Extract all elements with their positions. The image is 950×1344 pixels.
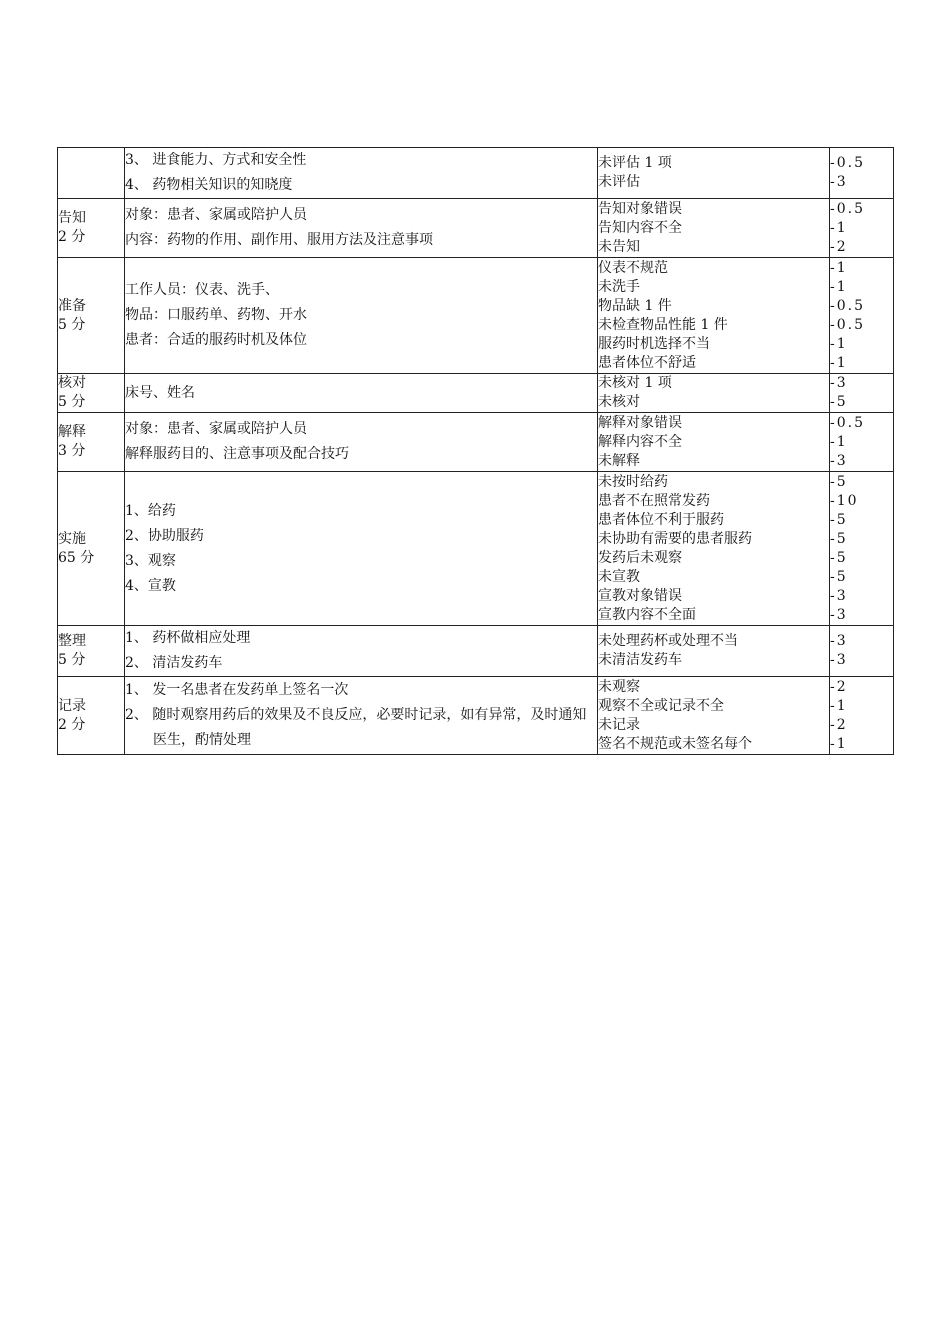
- table-row: [58, 472, 894, 626]
- table-row: [58, 413, 894, 472]
- content-cell: 1、给药 2、协助服药 3、观察 4、宣教: [125, 472, 598, 626]
- score-cell: -0.5 -3: [830, 148, 894, 199]
- item-cell: 告知 2 分: [58, 199, 125, 258]
- scoring-table: [57, 147, 894, 755]
- deduction-cell: 未评估 1 项 未评估: [598, 148, 830, 199]
- deduction-cell: 未处理药杯或处理不当 未清洁发药车: [598, 626, 830, 677]
- table-row: [58, 148, 894, 199]
- item-cell: 记录 2 分: [58, 677, 125, 755]
- score-cell: -3 -5: [830, 374, 894, 413]
- content-cell: 床号、姓名: [125, 374, 598, 413]
- table-row: [58, 677, 894, 755]
- score-cell: -3 -3: [830, 626, 894, 677]
- table-row: [58, 374, 894, 413]
- item-cell: 实施 65 分: [58, 472, 125, 626]
- deduction-cell: 仪表不规范 未洗手 物品缺 1 件 未检查物品性能 1 件 服药时机选择不当 患者体位不舒适: [598, 258, 830, 374]
- content-cell: 1、 发一名患者在发药单上签名一次 2、 随时观察用药后的效果及不良反应，必要时记录，如有异常，及时通知医生，酌情处理: [125, 677, 598, 755]
- score-cell: -1 -1 -0.5 -0.5 -1 -1: [830, 258, 894, 374]
- table-row: [58, 199, 894, 258]
- deduction-cell: 未按时给药 患者不在照常发药 患者体位不利于服药 未协助有需要的患者服药 发药后未观察 未宣教 宣教对象错误 宣教内容不全面: [598, 472, 830, 626]
- table-row: [58, 258, 894, 374]
- score-cell: -0.5 -1 -3: [830, 413, 894, 472]
- item-cell: 准备 5 分: [58, 258, 125, 374]
- content-cell: 工作人员：仪表、洗手、 物品：口服药单、药物、开水 患者：合适的服药时机及体位: [125, 258, 598, 374]
- item-cell: 核对 5 分: [58, 374, 125, 413]
- content-cell: 3、 进食能力、方式和安全性 4、 药物相关知识的知晓度: [125, 148, 598, 199]
- deduction-cell: 解释对象错误 解释内容不全 未解释: [598, 413, 830, 472]
- item-cell: 解释 3 分: [58, 413, 125, 472]
- score-cell: -2 -1 -2 -1: [830, 677, 894, 755]
- deduction-cell: 未观察 观察不全或记录不全 未记录 签名不规范或未签名每个: [598, 677, 830, 755]
- score-cell: -0.5 -1 -2: [830, 199, 894, 258]
- deduction-cell: 未核对 1 项 未核对: [598, 374, 830, 413]
- item-cell: 整理 5 分: [58, 626, 125, 677]
- score-cell: -5 -10 -5 -5 -5 -5 -3 -3: [830, 472, 894, 626]
- table-row: [58, 626, 894, 677]
- content-cell: 对象：患者、家属或陪护人员 内容：药物的作用、副作用、服用方法及注意事项: [125, 199, 598, 258]
- deduction-cell: 告知对象错误 告知内容不全 未告知: [598, 199, 830, 258]
- content-cell: 1、 药杯做相应处理 2、 清洁发药车: [125, 626, 598, 677]
- item-cell: [58, 148, 125, 199]
- content-cell: 对象：患者、家属或陪护人员 解释服药目的、注意事项及配合技巧: [125, 413, 598, 472]
